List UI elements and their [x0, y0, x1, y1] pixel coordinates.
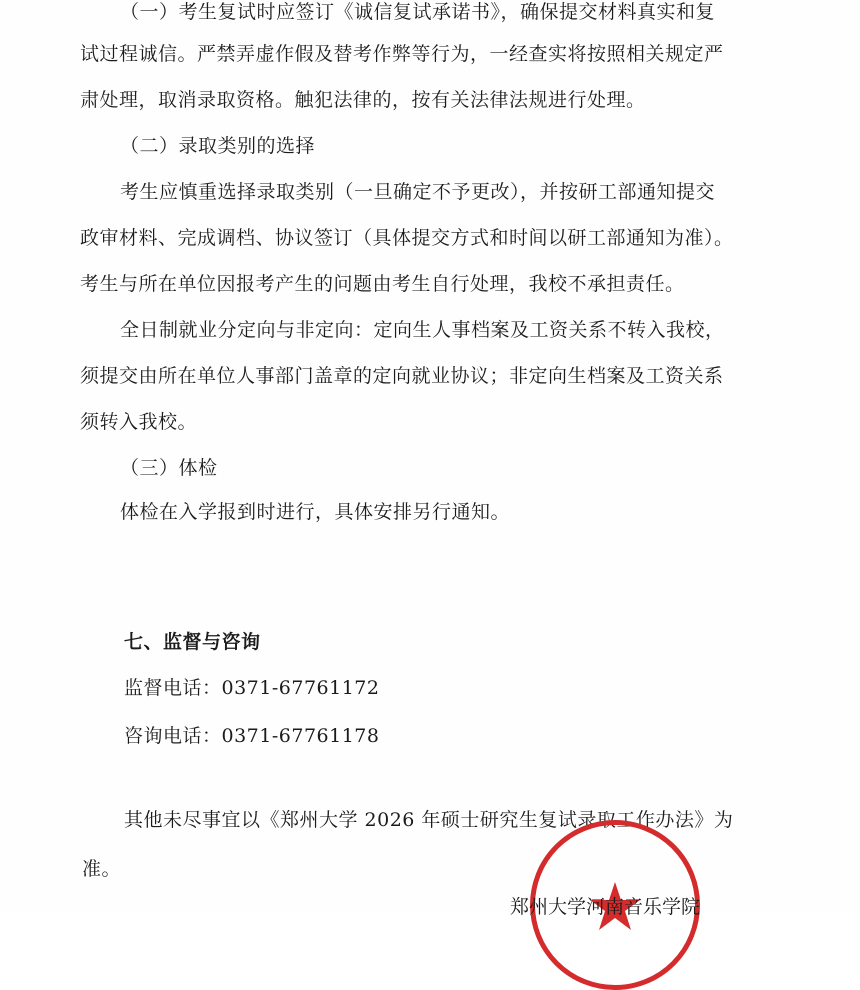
signature-org: 郑州大学河南音乐学院 [510, 896, 701, 918]
paragraph-category-line-2: 政审材料、完成调档、协议签订（具体提交方式和时间以研工部通知为准）。 [80, 227, 734, 249]
consult-phone: 咨询电话：0371-67761178 [124, 725, 380, 747]
paragraph-employment-line-1: 全日制就业分定向与非定向：定向生人事档案及工资关系不转入我校， [120, 319, 725, 341]
paragraph-employment-line-2: 须提交由所在单位人事部门盖章的定向就业协议；非定向生档案及工资关系 [80, 365, 724, 387]
paragraph-physical-exam: 体检在入学报到时进行，具体安排另行通知。 [120, 501, 511, 523]
closing-line-2: 准。 [82, 858, 122, 880]
paragraph-integrity-line-2: 试过程诚信。严禁弄虚作假及替考作弊等行为，一经查实将按照相关规定严 [80, 43, 724, 65]
paragraph-employment-line-3: 须转入我校。 [80, 411, 198, 433]
closing-line-1: 其他未尽事宜以《郑州大学 2026 年硕士研究生复试录取工作办法》为 [124, 809, 734, 831]
subheading-physical-exam: （三）体检 [120, 457, 218, 479]
paragraph-category-line-1: 考生应慎重选择录取类别（一旦确定不予更改），并按研工部通知提交 [120, 181, 716, 203]
supervision-phone: 监督电话：0371-67761172 [124, 677, 380, 699]
paragraph-integrity-line-3: 肃处理，取消录取资格。触犯法律的，按有关法律法规进行处理。 [80, 89, 646, 111]
paragraph-integrity-line-1: （一）考生复试时应签订《诚信复试承诺书》，确保提交材料真实和复 [120, 1, 716, 23]
subheading-admission-category: （二）录取类别的选择 [120, 135, 316, 157]
paragraph-category-line-3: 考生与所在单位因报考产生的问题由考生自行处理，我校不承担责任。 [80, 273, 685, 295]
section-heading-supervision: 七、监督与咨询 [124, 631, 261, 653]
